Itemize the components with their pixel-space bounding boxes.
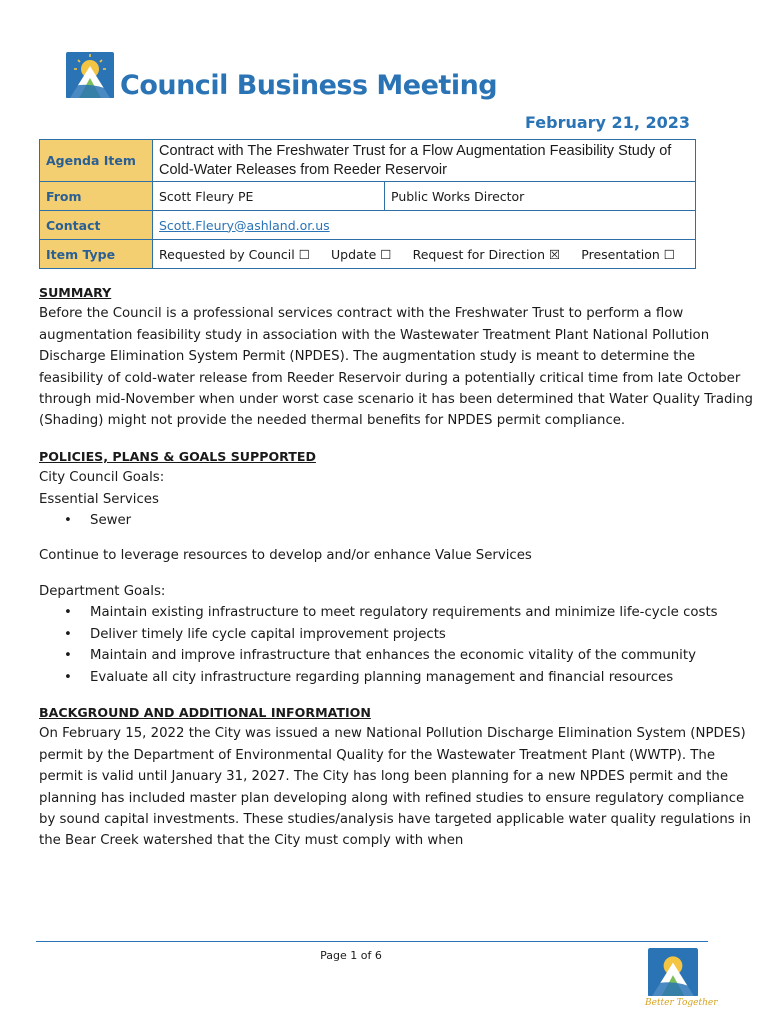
list-item: • Maintain existing infrastructure to meet regulatory requirements and minimize life-cycle costs bbox=[39, 602, 759, 623]
summary-heading: SUMMARY bbox=[39, 285, 112, 300]
list-item: • Sewer bbox=[39, 510, 759, 531]
item-type-request-direction: Request for Direction ☒ bbox=[412, 246, 561, 262]
essential-services-list bbox=[39, 510, 759, 531]
item-type-options bbox=[159, 247, 689, 262]
item-type-presentation: Presentation ☐ bbox=[581, 246, 675, 262]
department-goals-list bbox=[39, 602, 759, 688]
background-text: On February 15, 2022 the City was issued a new National Pollution Discharge Elimination System (NPDES) permit by the Department of Environmental Quality for the Wastewater Treatment Plant (WWTP). The permit is valid until January 31, 2027. The City has long been planning for a new NPDES permit and the planning has included master plan developing along with refined studies to ensure regulatory compliance by sound capital investments. These studies/analysis have targeted applicable water quality regulations in the Bear Creek watershed that the City must comply with when bbox=[39, 726, 752, 849]
item-type-requested: Requested by Council ☐ bbox=[159, 246, 310, 262]
footer-tagline: Better Together bbox=[645, 998, 718, 1008]
summary-text: Before the Council is a professional services contract with the Freshwater Trust to perform a flow augmentation feasibility study in association with the Wastewater Treatment Plant National Pollution Discharge Elimination System Permit (NPDES). The augmentation study is meant to determine the feasibility of cold-water release from Reeder Reservoir during a potentially critical time from late October through mid-November when under worst case scenario it has been determined that Water Quality Trading (Shading) might not provide the needed thermal benefits for NPDES permit compliance. bbox=[39, 306, 753, 429]
meeting-date: February 21, 2023 bbox=[525, 113, 690, 132]
agenda-info-table bbox=[39, 139, 696, 269]
list-item: • Evaluate all city infrastructure regarding planning management and financial resources bbox=[39, 667, 759, 688]
item-type-update: Update ☐ bbox=[331, 246, 392, 262]
value-services-text: Continue to leverage resources to develop and/or enhance Value Services bbox=[39, 548, 532, 564]
council-goals-label: City Council Goals: bbox=[39, 470, 165, 486]
from-title: Public Works Director bbox=[385, 182, 696, 211]
page-title: Council Business Meeting bbox=[120, 70, 498, 101]
contact-email-link[interactable]: Scott.Fleury@ashland.or.us bbox=[159, 217, 330, 233]
from-label: From bbox=[40, 182, 153, 211]
footer-divider bbox=[36, 941, 708, 942]
contact-label: Contact bbox=[40, 211, 153, 240]
policies-heading: POLICIES, PLANS & GOALS SUPPORTED bbox=[39, 448, 316, 464]
footer-logo bbox=[648, 948, 698, 996]
agenda-item-value: Contract with The Freshwater Trust for a Flow Augmentation Feasibility Study of Cold-Water Releases from Reeder Reservoir bbox=[153, 140, 696, 182]
document-body bbox=[39, 282, 759, 852]
agenda-item-label: Agenda Item bbox=[40, 140, 153, 182]
city-logo bbox=[66, 52, 114, 98]
list-item: • Maintain and improve infrastructure that enhances the economic vitality of the community bbox=[39, 645, 759, 666]
department-goals-label: Department Goals: bbox=[39, 583, 166, 599]
page-number: Page 1 of 6 bbox=[320, 949, 382, 962]
item-type-label: Item Type bbox=[40, 240, 153, 269]
list-item: • Deliver timely life cycle capital improvement projects bbox=[39, 624, 759, 645]
essential-services-label: Essential Services bbox=[39, 491, 159, 507]
from-name: Scott Fleury PE bbox=[153, 182, 385, 211]
background-heading: BACKGROUND AND ADDITIONAL INFORMATION bbox=[39, 704, 371, 720]
